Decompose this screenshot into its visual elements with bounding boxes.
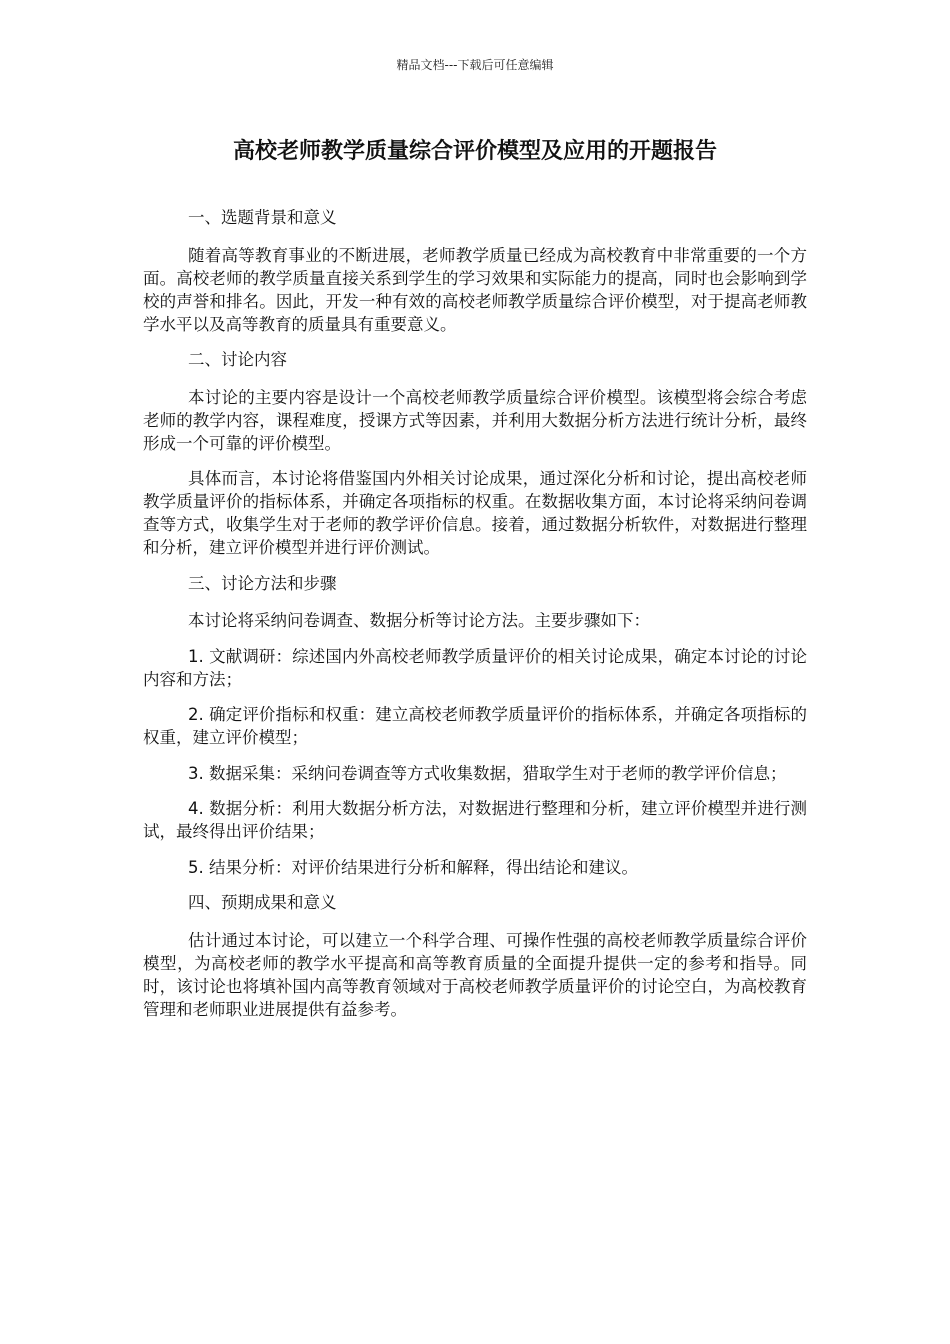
- step-item: 3. 数据采集：采纳问卷调查等方式收集数据，猎取学生对于老师的教学评价信息；: [188, 763, 787, 783]
- section-heading-methods: 三、讨论方法和步骤: [188, 573, 337, 593]
- paragraph: 本讨论将采纳问卷调查、数据分析等讨论方法。主要步骤如下：: [188, 611, 650, 630]
- section-heading-content: 二、讨论内容: [188, 350, 287, 369]
- document-body: [143, 206, 807, 1033]
- step-item: 2. 确定评价指标和权重：建立高校老师教学质量评价的指标体系，并确定各项指标的权重，建立评价模型；: [143, 705, 807, 747]
- page-header: 精品文档---下载后可任意编辑: [396, 58, 554, 72]
- document-title: 高校老师教学质量综合评价模型及应用的开题报告: [232, 139, 717, 164]
- step-item: 5. 结果分析：对评价结果进行分析和解释，得出结论和建议。: [188, 857, 638, 877]
- step-item: 4. 数据分析：利用大数据分析方法，对数据进行整理和分析，建立评价模型并进行测试，最终得出评价结果；: [143, 799, 807, 841]
- paragraph: 随着高等教育事业的不断进展，老师教学质量已经成为高校教育中非常重要的一个方面。高校老师的教学质量直接关系到学生的学习效果和实际能力的提高，同时也会影响到学校的声誉和排名。因此，开发一种有效的高校老师教学质量综合评价模型，对于提高老师教学水平以及高等教育的质量具有重要意义。: [143, 245, 807, 334]
- paragraph: 具体而言，本讨论将借鉴国内外相关讨论成果，通过深化分析和讨论，提出高校老师教学质量评价的指标体系，并确定各项指标的权重。在数据收集方面，本讨论将采纳问卷调查等方式，收集学生对于老师的教学评价信息。接着，通过数据分析软件，对数据进行整理和分析，建立评价模型并进行评价测试。: [143, 469, 807, 557]
- section-heading-outcomes: 四、预期成果和意义: [188, 893, 337, 912]
- paragraph: 估计通过本讨论，可以建立一个科学合理、可操作性强的高校老师教学质量综合评价模型，为高校老师的教学水平提高和高等教育质量的全面提升提供一定的参考和指导。同时，该讨论也将填补国内高等教育领域对于高校老师教学质量评价的讨论空白，为高校教育管理和老师职业进展提供有益参考。: [143, 930, 807, 1019]
- step-item: 1. 文献调研：综述国内外高校老师教学质量评价的相关讨论成果，确定本讨论的讨论内容和方法；: [143, 646, 807, 689]
- paragraph: 本讨论的主要内容是设计一个高校老师教学质量综合评价模型。该模型将会综合考虑老师的教学内容，课程难度，授课方式等因素，并利用大数据分析方法进行统计分析，最终形成一个可靠的评价模型。: [143, 387, 807, 453]
- section-heading-background: 一、选题背景和意义: [188, 208, 337, 227]
